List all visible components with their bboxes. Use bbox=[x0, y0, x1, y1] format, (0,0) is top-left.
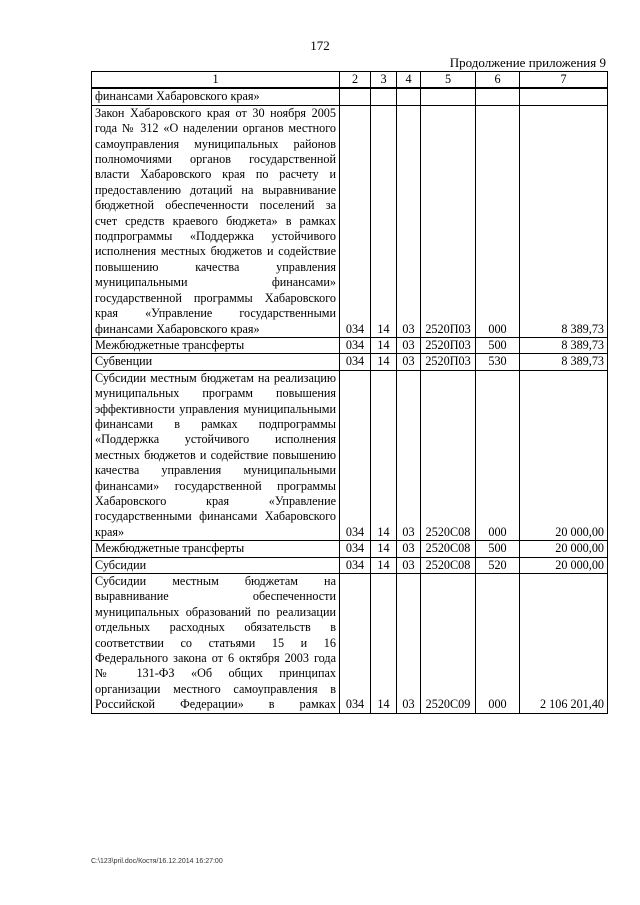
table-row bbox=[92, 88, 608, 105]
cell-admin bbox=[340, 88, 371, 105]
cell-target: 2520П03 bbox=[421, 337, 476, 353]
cell-section: 14 bbox=[371, 337, 397, 353]
column-header: 7 bbox=[520, 72, 608, 89]
cell-section: 14 bbox=[371, 354, 397, 370]
cell-expense-type bbox=[476, 88, 520, 105]
cell-section bbox=[371, 88, 397, 105]
page-number: 172 bbox=[310, 38, 330, 53]
cell-amount: 2 106 201,40 bbox=[520, 574, 608, 714]
cell-target: 2520С08 bbox=[421, 557, 476, 573]
column-header: 6 bbox=[476, 72, 520, 89]
cell-subsection: 03 bbox=[397, 574, 421, 714]
cell-subsection: 03 bbox=[397, 370, 421, 540]
cell-admin: 034 bbox=[340, 557, 371, 573]
row-name: Межбюджетные трансферты bbox=[92, 337, 340, 353]
cell-section: 14 bbox=[371, 574, 397, 714]
cell-admin: 034 bbox=[340, 105, 371, 337]
cell-target: 2520С08 bbox=[421, 541, 476, 557]
cell-amount: 20 000,00 bbox=[520, 557, 608, 573]
cell-subsection: 03 bbox=[397, 337, 421, 353]
row-name: Субсидии bbox=[92, 557, 340, 573]
table-row bbox=[92, 541, 608, 557]
cell-amount: 8 389,73 bbox=[520, 354, 608, 370]
cell-expense-type: 500 bbox=[476, 337, 520, 353]
cell-expense-type: 500 bbox=[476, 541, 520, 557]
document-footer-path: C:\123\pril.doc/Костя/16.12.2014 16:27:00 bbox=[91, 858, 223, 865]
column-header: 3 bbox=[371, 72, 397, 89]
cell-target: 2520П03 bbox=[421, 354, 476, 370]
cell-subsection: 03 bbox=[397, 557, 421, 573]
table-row bbox=[92, 370, 608, 540]
table-row bbox=[92, 557, 608, 573]
row-name: Субвенции bbox=[92, 354, 340, 370]
cell-subsection: 03 bbox=[397, 541, 421, 557]
cell-subsection bbox=[397, 88, 421, 105]
cell-target: 2520С08 bbox=[421, 370, 476, 540]
row-name: финансами Хабаровского края» bbox=[92, 88, 340, 105]
cell-target: 2520П03 bbox=[421, 105, 476, 337]
cell-admin: 034 bbox=[340, 574, 371, 714]
table-header-row bbox=[92, 72, 608, 89]
row-name: Закон Хабаровского края от 30 ноября 2005 года № 312 «О наделении органов местного самоуправления муниципальных районов полномочиями органов государственной власти Хабаровского края по расчету и предоставлению дотаций на выравнивание бюджетной обеспеченности поселений за счет средств краевого бюджета» в рамках подпрограммы «Поддержка устойчивого исполнения местных бюджетов и содействие повышению качества управления муниципальными финансами» государственной программы Хабаровского края «Управление государственными финансами Хабаровского края» bbox=[92, 105, 340, 337]
column-header: 5 bbox=[421, 72, 476, 89]
budget-table bbox=[91, 71, 608, 714]
cell-subsection: 03 bbox=[397, 354, 421, 370]
table-row bbox=[92, 574, 608, 714]
cell-target: 2520С09 bbox=[421, 574, 476, 714]
cell-section: 14 bbox=[371, 105, 397, 337]
column-header: 1 bbox=[92, 72, 340, 89]
cell-admin: 034 bbox=[340, 370, 371, 540]
cell-section: 14 bbox=[371, 541, 397, 557]
row-name: Субсидии местным бюджетам на реализацию муниципальных программ повышения эффективности управления муниципальными финансами в рамках подпрограммы «Поддержка устойчивого исполнения местных бюджетов и содействие повышению качества управления муниципальными финансами» государственной программы Хабаровского края «Управление государственными финансами Хабаровского края» bbox=[92, 370, 340, 540]
continuation-label: Продолжение приложения 9 bbox=[449, 55, 606, 70]
cell-amount: 8 389,73 bbox=[520, 337, 608, 353]
cell-admin: 034 bbox=[340, 337, 371, 353]
cell-amount: 20 000,00 bbox=[520, 541, 608, 557]
cell-target bbox=[421, 88, 476, 105]
cell-amount: 20 000,00 bbox=[520, 370, 608, 540]
cell-section: 14 bbox=[371, 557, 397, 573]
table-row bbox=[92, 337, 608, 353]
cell-expense-type: 530 bbox=[476, 354, 520, 370]
cell-expense-type: 000 bbox=[476, 370, 520, 540]
cell-expense-type: 000 bbox=[476, 574, 520, 714]
cell-admin: 034 bbox=[340, 354, 371, 370]
cell-subsection: 03 bbox=[397, 105, 421, 337]
column-header: 4 bbox=[397, 72, 421, 89]
cell-amount bbox=[520, 88, 608, 105]
cell-expense-type: 000 bbox=[476, 105, 520, 337]
table-row bbox=[92, 354, 608, 370]
row-name: Субсидии местным бюджетам на выравнивание обеспеченности муниципальных образований по реализации отдельных расходных обязательств в соответствии со статьями 15 и 16 Федерального закона от 6 октября 2003 года № 131-ФЗ «Об общих принципах организации местного самоуправления в Российской Федерации» в рамках bbox=[92, 574, 340, 714]
column-header: 2 bbox=[340, 72, 371, 89]
cell-expense-type: 520 bbox=[476, 557, 520, 573]
table-row bbox=[92, 105, 608, 337]
cell-amount: 8 389,73 bbox=[520, 105, 608, 337]
cell-admin: 034 bbox=[340, 541, 371, 557]
cell-section: 14 bbox=[371, 370, 397, 540]
row-name: Межбюджетные трансферты bbox=[92, 541, 340, 557]
